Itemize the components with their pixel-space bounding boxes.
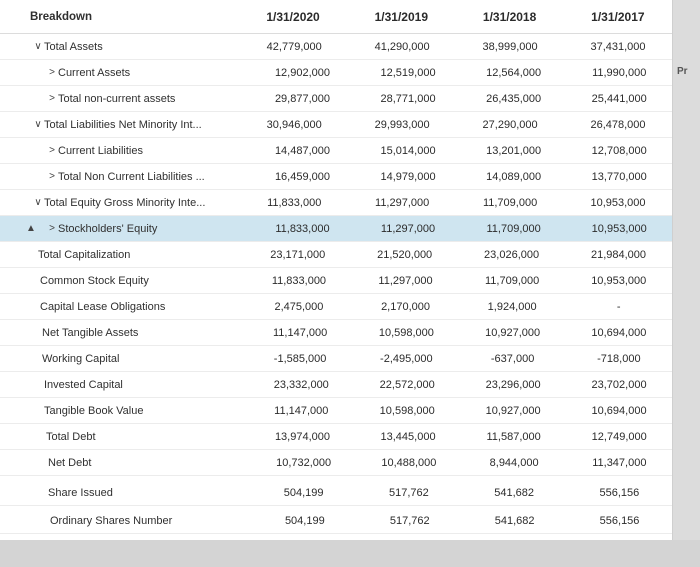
table-cell: 13,770,000 [591,170,647,183]
chevron-down-icon[interactable]: ∨ [34,197,42,208]
breakdown-header: Breakdown [30,10,92,23]
row-common-stock-equity [0,268,672,294]
table-cell: 25,441,000 [591,92,647,105]
table-cell: 23,171,000 [270,248,326,261]
table-cell: 13,201,000 [486,144,542,157]
page-background [0,540,700,567]
table-cell: 2,170,000 [381,300,430,313]
table-cell: 21,520,000 [377,248,433,261]
table-cell: 11,833,000 [267,196,322,209]
row-current-assets[interactable] [0,60,672,86]
table-cell: 10,953,000 [590,196,646,209]
table-cell: 42,779,000 [266,40,322,53]
chevron-down-icon[interactable]: ∨ [34,119,42,130]
row-net-debt [0,450,672,476]
table-cell: 23,332,000 [273,378,329,391]
table-cell: 11,147,000 [274,404,329,417]
table-cell: 1,924,000 [487,300,537,313]
table-cell: 41,290,000 [374,40,430,53]
table-cell: 541,682 [494,486,534,499]
table-cell: 11,297,000 [380,222,436,235]
table-cell: 11,833,000 [271,274,327,287]
row-ordinary-shares-number [0,508,672,534]
row-label: Net Tangible Assets [42,326,139,339]
table-cell: 29,877,000 [274,92,330,105]
chevron-right-icon[interactable]: > [49,93,55,104]
table-cell: -637,000 [490,352,535,365]
row-label: Tangible Book Value [44,404,144,417]
row-total-capitalization [0,242,672,268]
column-header-2018[interactable]: 1/31/2018 [482,9,537,24]
table-cell: 10,927,000 [485,404,541,417]
table-cell: 10,598,000 [379,404,435,417]
table-cell: 11,587,000 [486,430,541,443]
table-cell: 22,572,000 [379,378,435,391]
table-cell: 26,435,000 [486,92,542,105]
row-label: Total Equity Gross Minority Inte... [44,196,206,209]
row-current-liabilities[interactable] [0,138,672,164]
side-panel-label: Pr [677,66,688,77]
chevron-right-icon[interactable]: > [49,67,55,78]
row-total-non-current-assets[interactable] [0,86,672,112]
row-label: Total Liabilities Net Minority Int... [44,118,202,131]
table-cell: 14,487,000 [274,144,330,157]
table-cell: 11,297,000 [378,274,433,287]
table-cell: 38,999,000 [482,40,538,53]
row-label: Common Stock Equity [40,274,149,287]
table-cell: 16,459,000 [274,170,330,183]
table-cell: 517,762 [389,514,430,527]
row-label: Total Capitalization [38,248,131,261]
table-cell: 10,694,000 [591,326,647,339]
table-cell: 10,488,000 [381,456,437,469]
table-cell: 10,598,000 [378,326,434,339]
table-cell: 13,445,000 [380,430,436,443]
table-cell: 12,564,000 [486,66,542,79]
table-cell: 12,519,000 [380,66,436,79]
table-cell: 11,297,000 [375,196,430,209]
column-header-2017[interactable]: 1/31/2017 [591,9,645,24]
row-label: Total Non Current Liabilities ... [58,170,205,183]
row-total-liabilities[interactable] [0,112,672,138]
table-cell: 541,682 [494,514,535,527]
chevron-right-icon[interactable]: > [49,223,55,234]
table-cell: 556,156 [599,514,640,527]
row-label: Net Debt [48,456,92,469]
table-cell: 504,199 [283,486,324,499]
row-total-debt [0,424,672,450]
table-cell: 2,475,000 [274,300,324,313]
table-cell: 13,974,000 [274,430,330,443]
row-label: Stockholders' Equity [58,222,158,235]
row-tangible-book-value [0,398,672,424]
table-cell: 11,833,000 [275,222,330,235]
row-label: Total Debt [46,430,96,443]
table-cell: 23,702,000 [591,378,647,391]
column-header-2020[interactable]: 1/31/2020 [266,9,320,24]
table-cell: 504,199 [284,514,325,527]
table-cell: 12,749,000 [591,430,647,443]
table-cell: 30,946,000 [266,118,322,131]
row-label: Working Capital [42,352,120,365]
table-cell: 12,902,000 [274,66,330,79]
table-cell: 15,014,000 [380,144,436,157]
table-cell: 12,708,000 [591,144,647,157]
table-cell: 11,709,000 [482,196,538,209]
row-label: Capital Lease Obligations [40,300,166,313]
table-cell: 37,431,000 [590,40,646,53]
row-label: Current Liabilities [58,144,143,157]
table-cell: 10,927,000 [485,326,541,339]
chevron-right-icon[interactable]: > [49,145,55,156]
table-cell: 10,732,000 [276,456,332,469]
row-label: Share Issued [48,486,113,499]
table-cell: 28,771,000 [380,92,436,105]
row-invested-capital [0,372,672,398]
column-header-2019[interactable]: 1/31/2019 [374,9,428,24]
table-cell: 23,026,000 [484,248,540,261]
table-cell: 11,347,000 [592,456,647,469]
row-net-tangible-assets [0,320,672,346]
row-total-non-current-liabilities[interactable] [0,164,672,190]
table-cell: 14,979,000 [380,170,436,183]
table-cell: 11,709,000 [485,274,540,287]
table-cell: 10,953,000 [591,222,647,235]
row-stockholders-equity[interactable] [0,216,672,242]
table-cell: -2,495,000 [380,352,433,365]
row-label: Invested Capital [44,378,123,391]
table-cell: 556,156 [599,486,640,499]
table-cell: -1,585,000 [273,352,327,365]
mouse-pointer-icon: ▲ [26,223,36,234]
table-cell: - [616,300,621,313]
table-cell: 10,953,000 [591,274,647,287]
table-cell: -718,000 [597,352,641,365]
row-total-assets[interactable] [0,34,672,60]
chevron-down-icon[interactable]: ∨ [34,41,42,52]
row-label: Total non-current assets [58,92,176,105]
chevron-right-icon[interactable]: > [49,171,55,182]
row-working-capital [0,346,672,372]
row-total-equity[interactable] [0,190,672,216]
table-cell: 14,089,000 [486,170,542,183]
table-cell: 11,990,000 [592,66,647,79]
table-cell: 11,709,000 [486,222,541,235]
table-cell: 26,478,000 [590,118,646,131]
table-cell: 517,762 [389,486,429,499]
table-cell: 11,147,000 [272,326,328,339]
table-cell: 21,984,000 [590,248,647,261]
row-capital-lease-obligations [0,294,672,320]
table-header [0,0,672,34]
table-cell: 23,296,000 [485,378,541,391]
table-cell: 29,993,000 [374,118,430,131]
table-cell: 8,944,000 [489,456,539,469]
row-share-issued [0,480,672,506]
row-label: Current Assets [58,66,131,79]
row-label: Total Assets [44,40,103,53]
row-label: Ordinary Shares Number [50,514,173,527]
table-cell: 27,290,000 [482,118,538,131]
table-cell: 10,694,000 [591,404,647,417]
